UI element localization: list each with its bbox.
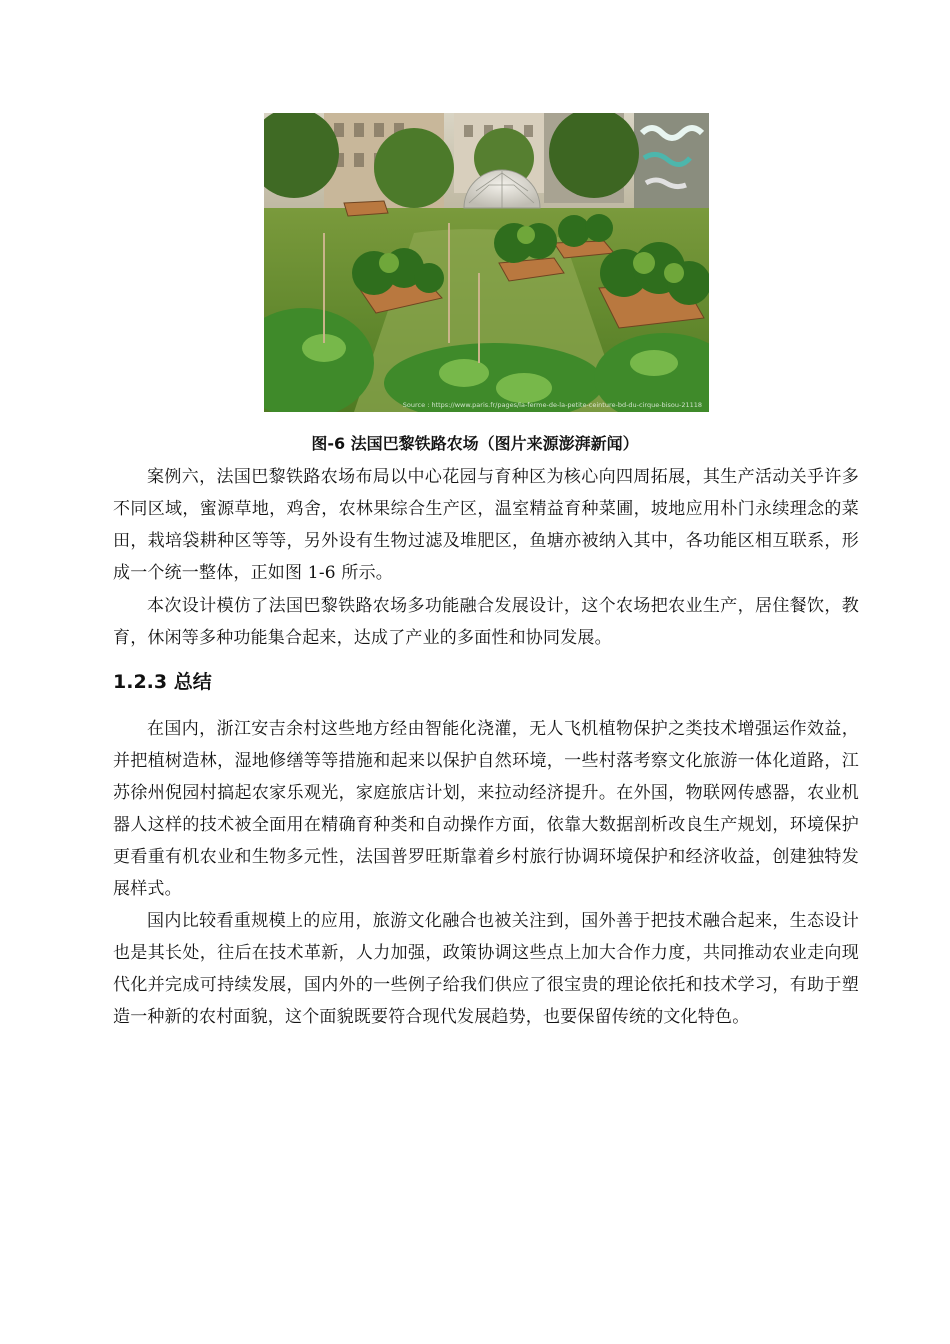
figure-caption: 图-6 法国巴黎铁路农场（图片来源澎湃新闻） — [311, 434, 639, 453]
paragraph-case-six: 案例六，法国巴黎铁路农场布局以中心花园与育种区为核心向四周拓展，其生产活动关乎许多不同区域，蜜源草地，鸡舍，农林果综合生产区，温室精益育种菜圃，坡地应用朴门永续理念的菜田，栽培袋耕种区等等，另外设有生物过滤及堆肥区，鱼塘亦被纳入其中，各功能区相互联系，形成一个统一整体，正如图 1-6 所示。 — [113, 467, 859, 583]
section-heading: 1.2.3 总结 — [113, 671, 212, 693]
paragraph-summary-domestic-foreign: 在国内，浙江安吉余村这些地方经由智能化浇灌，无人飞机植物保护之类技术增强运作效益，并把植树造林，湿地修缮等等措施和起来以保护自然环境，一些村落考察文化旅游一体化道路，江苏徐州倪园村搞起农家乐观光，家庭旅店计划，来拉动经济提升。在外国，物联网传感器，农业机器人这样的技术被全面用在精确育种类和自动操作方面，依靠大数据剖析改良生产规划，环境保护更看重有机农业和生物多元性，法国普罗旺斯靠着乡村旅行协调环境保护和经济收益，创建独特发展样式。 — [113, 719, 859, 899]
paragraph-design-imitation: 本次设计模仿了法国巴黎铁路农场多功能融合发展设计，这个农场把农业生产，居住餐饮，教育，休闲等多种功能集合起来，达成了产业的多面性和协同发展。 — [113, 596, 859, 648]
farm-photo-illustration — [264, 113, 709, 412]
farm-photo — [264, 113, 709, 412]
photo-source-watermark: Source : https://www.paris.fr/pages/la-ferme-de-la-petite-ceinture-bd-du-cirque-bisou-21118 — [402, 401, 702, 409]
paragraph-summary-comparison: 国内比较看重规模上的应用，旅游文化融合也被关注到，国外善于把技术融合起来，生态设计也是其长处，往后在技术革新，人力加强，政策协调这些点上加大合作力度，共同推动农业走向现代化并完成可持续发展，国内外的一些例子给我们供应了很宝贵的理论依托和技术学习，有助于塑造一种新的农村面貌，这个面貌既要符合现代发展趋势，也要保留传统的文化特色。 — [113, 911, 859, 1027]
